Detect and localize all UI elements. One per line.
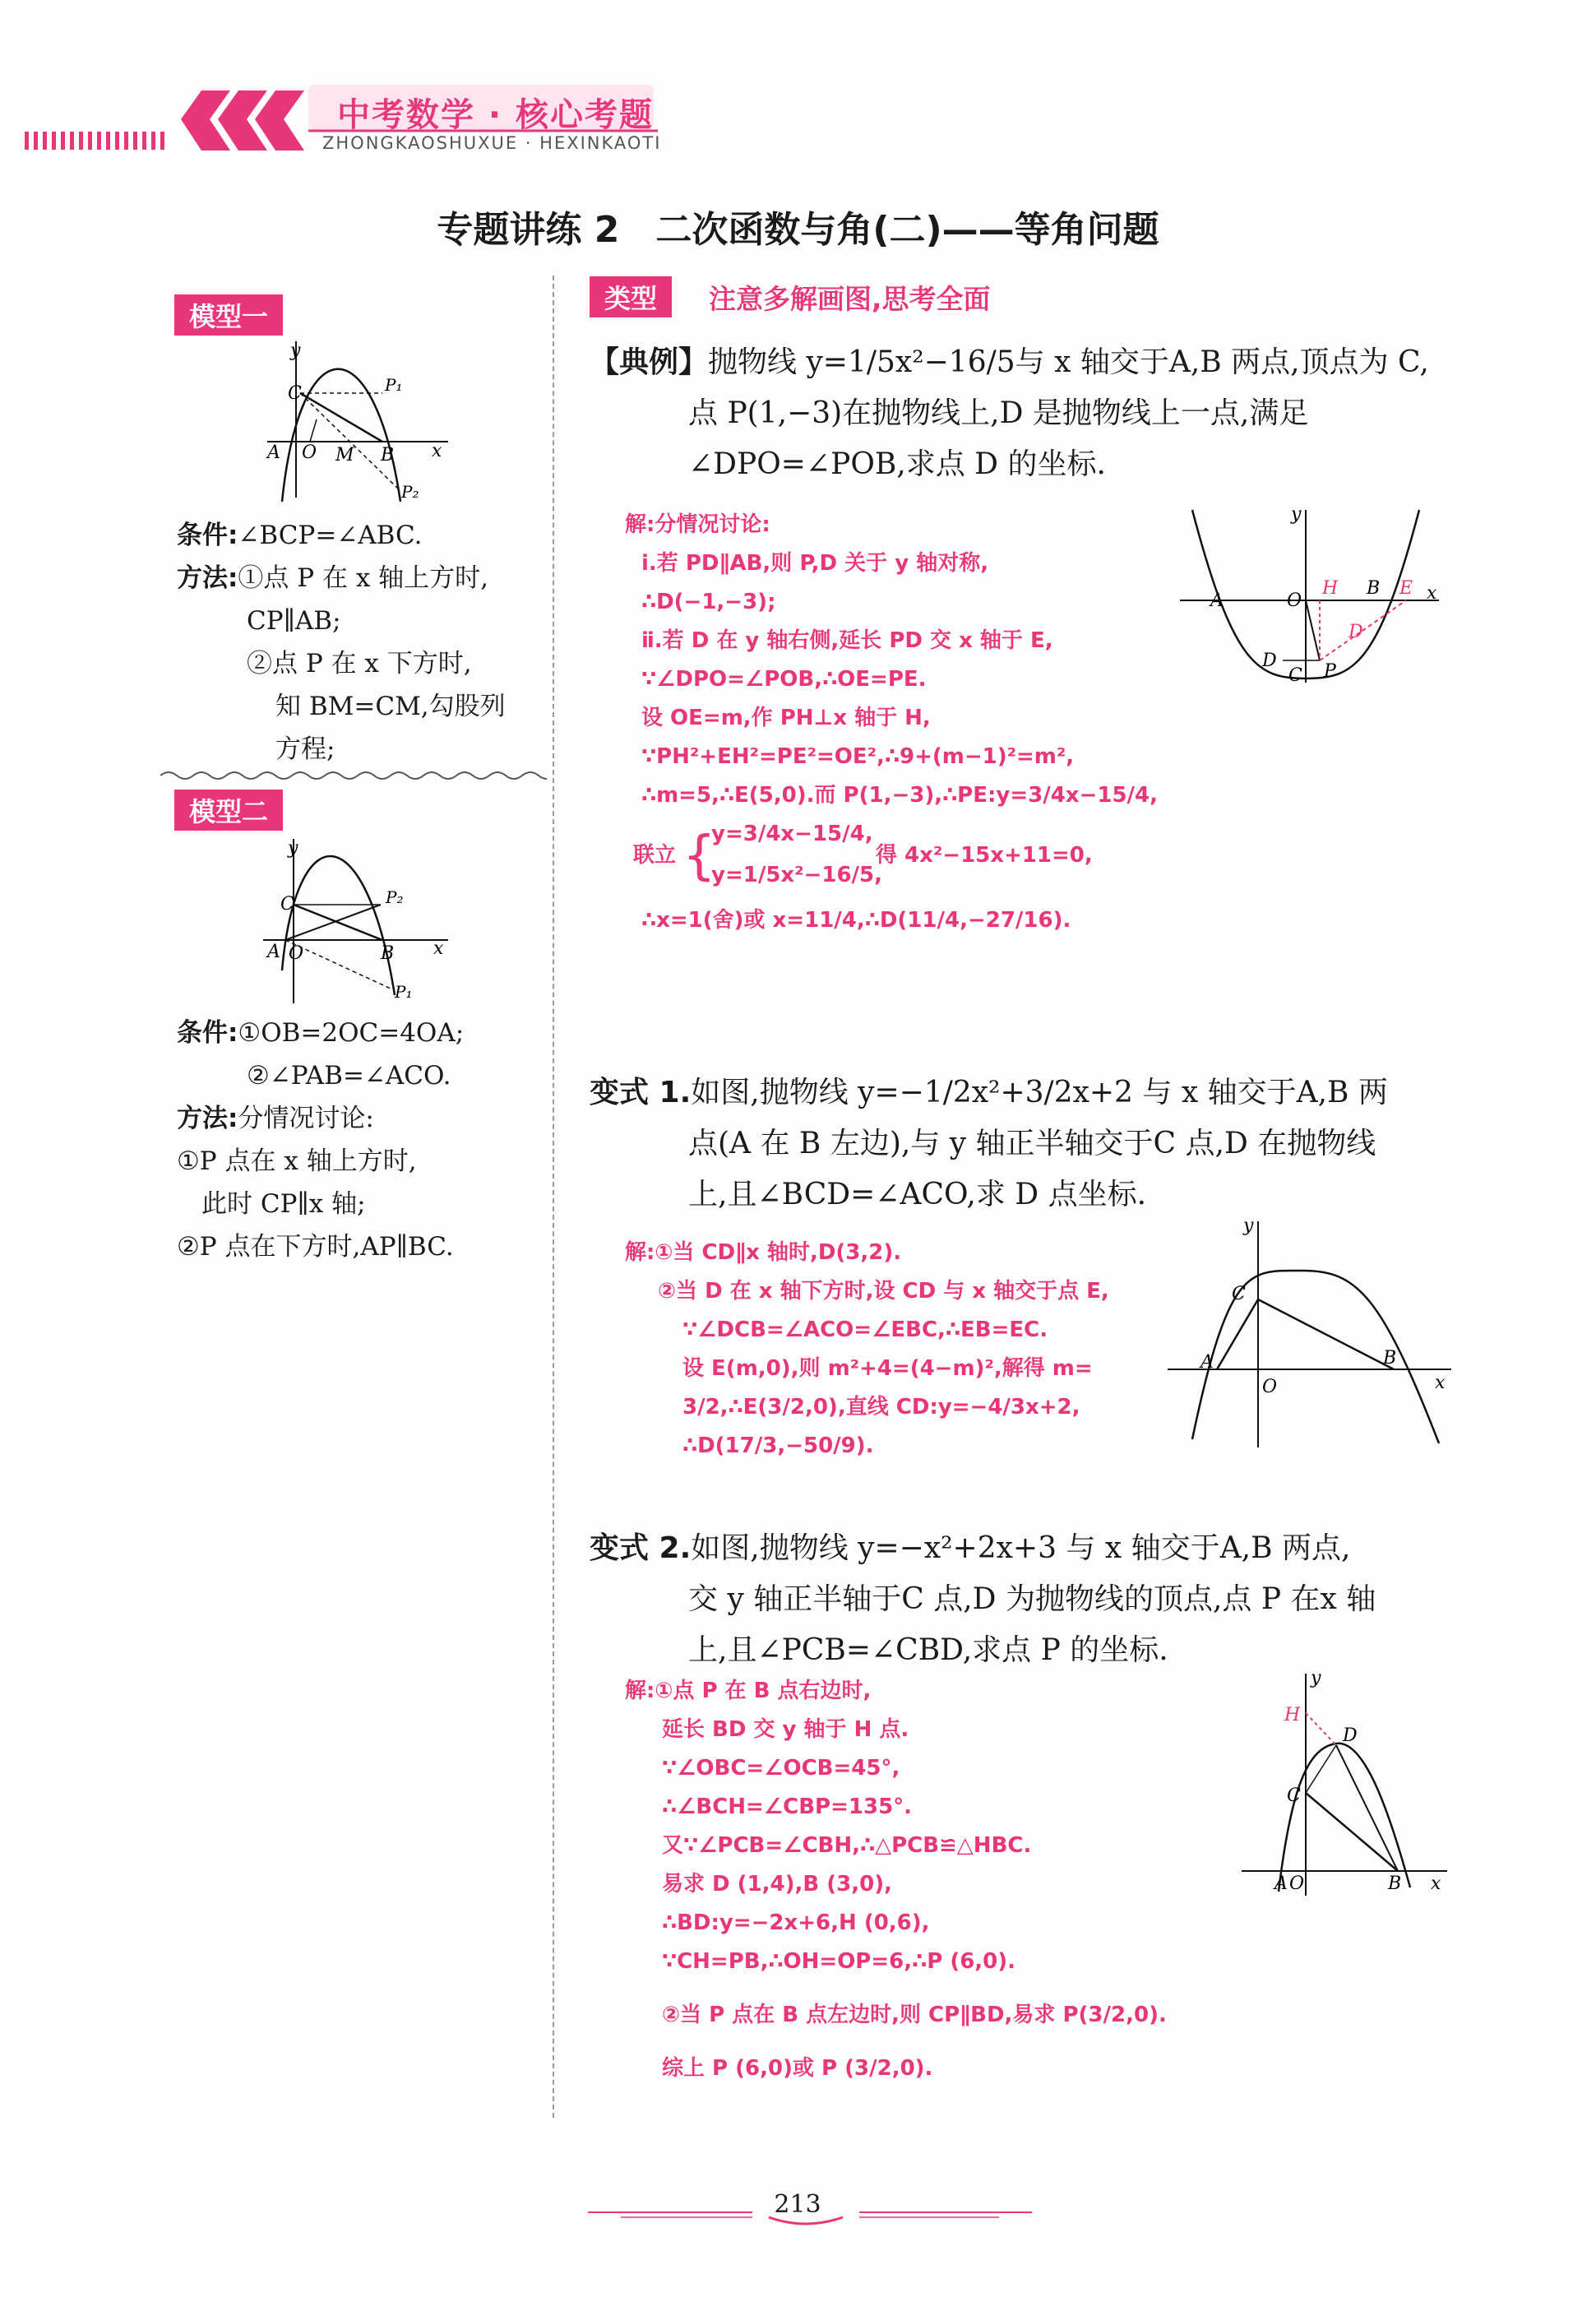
model2-method-first: 分情况讨论: bbox=[238, 1104, 374, 1133]
model1-label-b: B bbox=[381, 445, 395, 465]
solution-line: y=1/5x²−16/5, bbox=[711, 863, 882, 887]
system-brace: { bbox=[682, 826, 716, 887]
solution-line: y=3/4x−15/4, bbox=[711, 822, 873, 846]
variant1-line: 如图,抛物线 y=−1/2x²+3/2x+2 与 x 轴交于A,B 两 bbox=[691, 1076, 1388, 1109]
model2-label-p1: P₁ bbox=[395, 982, 413, 1002]
example-label-d1: D bbox=[1349, 622, 1363, 642]
solution-line: ∴∠BCH=∠CBP=135°. bbox=[662, 1795, 913, 1819]
example-label: 【典例】 bbox=[590, 345, 709, 379]
variant1-line: 点(A 在 B 左边),与 y 轴正半轴交于C 点,D 在抛物线 bbox=[688, 1127, 1376, 1160]
model1-method-line: 方程; bbox=[275, 734, 335, 764]
model1-method-line: CP∥AB; bbox=[247, 606, 341, 636]
header-subtitle: ZHONGKAOSHUXUE · HEXINKAOTI bbox=[322, 133, 662, 153]
solution-line: 得 4x²−15x+11=0, bbox=[876, 843, 1093, 868]
model1-label-o: O bbox=[302, 442, 317, 463]
variant2-solution bbox=[625, 1672, 1250, 2088]
model2-method-label: 方法: bbox=[177, 1104, 238, 1133]
page-number: 213 bbox=[774, 2190, 821, 2219]
model2-condition-label: 条件: bbox=[177, 1018, 238, 1048]
variant2-line: 如图,抛物线 y=−x²+2x+3 与 x 轴交于A,B 两点, bbox=[691, 1531, 1351, 1565]
variant2-label-a: A bbox=[1274, 1873, 1288, 1894]
type-tag: 类型 bbox=[590, 276, 672, 317]
page-title: 专题讲练 2 二次函数与角(二)——等角问题 bbox=[437, 209, 1159, 251]
variant1-label-x: x bbox=[1435, 1373, 1446, 1393]
model1-tag: 模型一 bbox=[174, 294, 283, 336]
variant2-label-c: C bbox=[1287, 1785, 1301, 1806]
model1-text bbox=[177, 514, 547, 771]
variant2-line: 交 y 轴正半轴于C 点,D 为抛物线的顶点,点 P 在x 轴 bbox=[688, 1582, 1376, 1616]
example-line: 抛物线 y=1/5x²−16/5与 x 轴交于A,B 两点,顶点为 C, bbox=[708, 345, 1429, 379]
example-line: 点 P(1,−3)在抛物线上,D 是抛物线上一点,满足 bbox=[688, 396, 1309, 430]
example-label-c: C bbox=[1288, 665, 1302, 686]
solution-line: ⅰ.若 PD∥AB,则 P,D 关于 y 轴对称, bbox=[641, 551, 989, 576]
variant2-label-h: H bbox=[1284, 1705, 1301, 1725]
solution-line: ∵CH=PB,∴OH=OP=6,∴P (6,0). bbox=[662, 1949, 1016, 1974]
model1-label-m: M bbox=[335, 445, 354, 465]
variant2-figure bbox=[1233, 1665, 1451, 1900]
model2-label-x: x bbox=[433, 938, 444, 959]
variant1-label: 变式 1. bbox=[590, 1076, 692, 1109]
example-label-y: y bbox=[1291, 504, 1302, 525]
example-label-o: O bbox=[1287, 590, 1302, 611]
model2-label-y: y bbox=[288, 838, 298, 859]
solution-line: 延长 BD 交 y 轴于 H 点. bbox=[662, 1717, 909, 1742]
solution-line: ⅱ.若 D 在 y 轴右侧,延长 PD 交 x 轴于 E, bbox=[641, 628, 1053, 653]
header-title: 中考数学 · 核心考题 bbox=[337, 96, 655, 134]
solution-line: ∵∠DPO=∠POB,∴OE=PE. bbox=[641, 667, 927, 692]
example-solution bbox=[625, 506, 1192, 940]
variant1-solution bbox=[625, 1234, 1159, 1466]
model2-condition-line: ②∠PAB=∠ACO. bbox=[247, 1061, 451, 1091]
solution-line: 3/2,∴E(3/2,0),直线 CD:y=−4/3x+2, bbox=[682, 1395, 1080, 1419]
model1-label-a: A bbox=[267, 442, 280, 463]
model2-method-line: ①P 点在 x 轴上方时, bbox=[177, 1146, 417, 1176]
variant1-label-c: C bbox=[1232, 1284, 1246, 1304]
variant2-label-o: O bbox=[1289, 1873, 1305, 1894]
solution-line: ∵∠OBC=∠OCB=45°, bbox=[662, 1756, 900, 1781]
solution-line: ②当 P 点在 B 点左边时,则 CP∥BD,易求 P(3/2,0). bbox=[662, 2003, 1167, 2027]
model1-label-p2: P₂ bbox=[401, 482, 419, 502]
example-figure bbox=[1176, 502, 1447, 691]
wavy-divider bbox=[160, 769, 547, 782]
model1-condition: ∠BCP=∠ABC. bbox=[238, 521, 423, 550]
solution-line: ∵∠DCB=∠ACO=∠EBC,∴EB=EC. bbox=[682, 1318, 1048, 1342]
model1-condition-label: 条件: bbox=[177, 521, 238, 550]
solution-line: ∴BD:y=−2x+6,H (0,6), bbox=[662, 1910, 930, 1935]
variant1-problem bbox=[590, 1068, 1453, 1220]
model1-method-line: ②点 P 在 x 下方时, bbox=[247, 649, 472, 678]
model2-method-line: 此时 CP∥x 轴; bbox=[201, 1189, 366, 1219]
model2-label-a: A bbox=[267, 942, 280, 962]
model2-figure bbox=[251, 831, 456, 1012]
example-label-a: A bbox=[1210, 590, 1224, 611]
model2-label-o: O bbox=[289, 943, 304, 964]
model1-method-label: 方法: bbox=[177, 563, 238, 593]
model2-tag: 模型二 bbox=[174, 790, 283, 831]
solution-line: 解:①点 P 在 B 点右边时, bbox=[625, 1679, 872, 1703]
model2-condition-line: ①OB=2OC=4OA; bbox=[238, 1018, 465, 1048]
example-problem bbox=[590, 337, 1453, 490]
example-label-d2: D bbox=[1262, 651, 1277, 671]
solution-line: 设 E(m,0),则 m²+4=(4−m)²,解得 m= bbox=[682, 1356, 1093, 1381]
variant1-line: 上,且∠BCD=∠ACO,求 D 点坐标. bbox=[688, 1178, 1147, 1211]
example-label-x: x bbox=[1427, 583, 1437, 604]
model2-label-p2: P₂ bbox=[386, 887, 404, 907]
model1-method-line: ①点 P 在 x 轴上方时, bbox=[238, 563, 489, 593]
solution-line: ∴m=5,∴E(5,0).而 P(1,−3),∴PE:y=3/4x−15/4, bbox=[641, 783, 1158, 808]
model2-text bbox=[177, 1012, 547, 1268]
example-line: ∠DPO=∠POB,求点 D 的坐标. bbox=[688, 447, 1106, 481]
example-label-e: E bbox=[1399, 578, 1413, 599]
variant1-label-o: O bbox=[1262, 1377, 1278, 1397]
solution-line: ∴x=1(舍)或 x=11/4,∴D(11/4,−27/16). bbox=[641, 908, 1071, 933]
model2-method-line: ②P 点在下方时,AP∥BC. bbox=[177, 1232, 454, 1262]
solution-line: ②当 D 在 x 轴下方时,设 CD 与 x 轴交于点 E, bbox=[658, 1279, 1109, 1304]
model1-label-y: y bbox=[290, 340, 301, 361]
solution-line: 易求 D (1,4),B (3,0), bbox=[662, 1872, 892, 1897]
type-title: 注意多解画图,思考全面 bbox=[709, 283, 991, 315]
solution-line: ∴D(−1,−3); bbox=[641, 590, 776, 614]
example-label-h: H bbox=[1322, 578, 1339, 599]
model1-label-c: C bbox=[288, 383, 302, 404]
variant2-label-d: D bbox=[1343, 1725, 1358, 1746]
example-label-b: B bbox=[1367, 578, 1381, 599]
variant1-label-b: B bbox=[1383, 1348, 1397, 1369]
column-divider bbox=[553, 276, 554, 2118]
example-label-p: P bbox=[1324, 661, 1336, 682]
variant1-label-y: y bbox=[1243, 1216, 1254, 1236]
variant2-label-x: x bbox=[1431, 1873, 1441, 1894]
model1-method-line: 知 BM=CM,勾股列 bbox=[275, 692, 506, 721]
solution-line: ∴D(17/3,−50/9). bbox=[682, 1433, 874, 1458]
solution-line: 解:分情况讨论: bbox=[625, 512, 770, 537]
model1-label-p1: P₁ bbox=[385, 375, 403, 395]
solution-line: ∵PH²+EH²=PE²=OE²,∴9+(m−1)²=m², bbox=[641, 744, 1075, 769]
variant2-problem bbox=[590, 1523, 1453, 1676]
solution-line: 综上 P (6,0)或 P (3/2,0). bbox=[662, 2056, 933, 2081]
variant1-figure bbox=[1168, 1213, 1455, 1452]
variant2-line: 上,且∠PCB=∠CBD,求点 P 的坐标. bbox=[688, 1633, 1168, 1667]
model2-label-c: C bbox=[280, 894, 294, 915]
variant1-label-a: A bbox=[1200, 1352, 1214, 1373]
variant2-label: 变式 2. bbox=[590, 1531, 692, 1565]
solution-line: 联立 bbox=[633, 843, 677, 868]
model2-label-b: B bbox=[381, 943, 395, 964]
model1-figure bbox=[251, 333, 456, 506]
variant2-label-y: y bbox=[1311, 1668, 1321, 1688]
solution-line: 设 OE=m,作 PH⊥x 轴于 H, bbox=[641, 706, 931, 730]
variant2-label-b: B bbox=[1388, 1873, 1402, 1894]
solution-line: 解:①当 CD∥x 轴时,D(3,2). bbox=[625, 1240, 902, 1265]
solution-line: 又∵∠PCB=∠CBH,∴△PCB≌△HBC. bbox=[662, 1833, 1032, 1858]
model1-label-x: x bbox=[432, 441, 442, 461]
